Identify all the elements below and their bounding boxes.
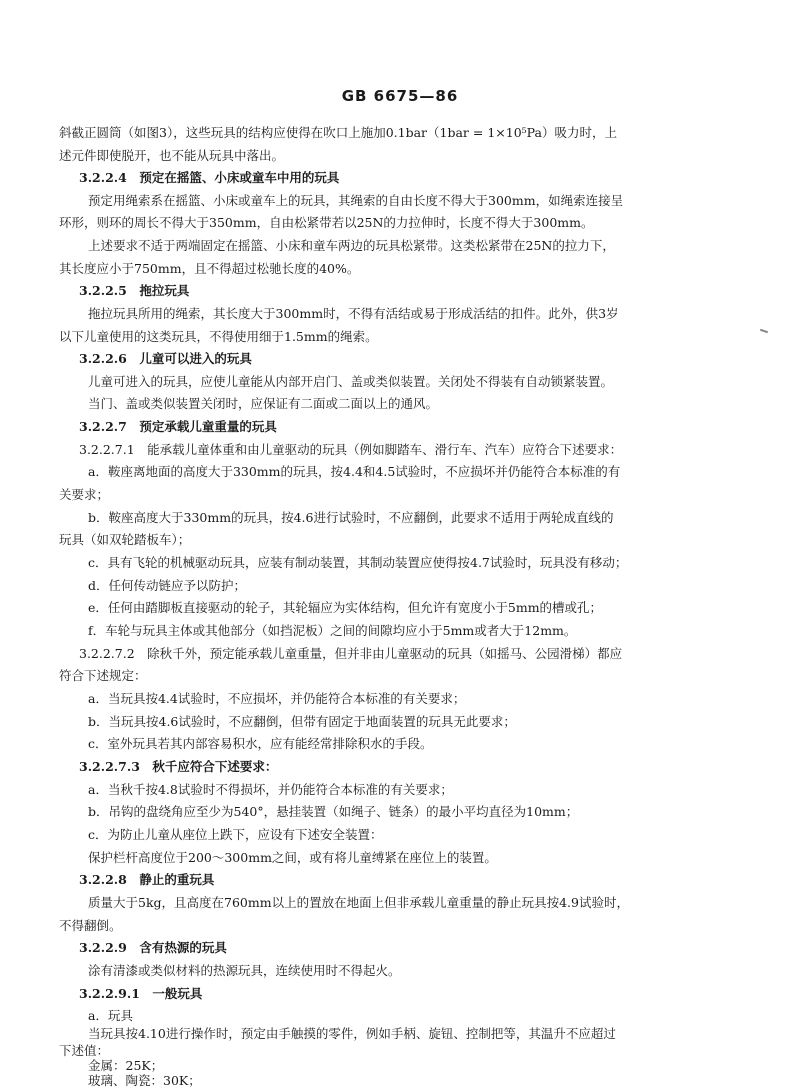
section-heading: 3.2.2.7.3 秋千应符合下述要求： (79, 759, 278, 774)
section-heading: 3.2.2.9.1 一般玩具 (79, 986, 203, 1001)
list-item: c．具有飞轮的机械驱动玩具，应装有制动装置，其制动装置应使得按4.7试验时，玩具没有移动； (88, 555, 628, 570)
text-line: 环形，则环的周长不得大于350mm，自由松紧带若以25N的力拉伸时，长度不得大于300mm。 (59, 215, 594, 230)
list-item: a．当玩具按4.4试验时，不应损坏，并仍能符合本标准的有关要求； (88, 691, 466, 706)
text-line: 预定用绳索系在摇篮、小床或童车上的玩具，其绳索的自由长度不得大于300mm，如绳索连接呈 (88, 193, 624, 208)
text-line: 玩具（如双轮踏板车）； (59, 532, 191, 547)
text-line: 涂有清漆或类似材料的热源玩具，连续使用时不得起火。 (88, 963, 401, 978)
list-item: c．为防止儿童从座位上跌下，应设有下述安全装置： (88, 827, 383, 842)
list-item: a．当秋千按4.8试验时不得损坏，并仍能符合本标准的有关要求； (88, 782, 453, 797)
section-heading: 3.2.2.9 含有热源的玩具 (79, 940, 227, 955)
list-item: a．玩具 (88, 1008, 133, 1023)
list-item: d．任何传动链应予以防护； (88, 578, 247, 593)
text-line: 述元件即使脱开，也不能从玩具中落出。 (59, 148, 285, 163)
section-heading: 3.2.2.5 拖拉玩具 (79, 283, 190, 298)
section-heading: 3.2.2.6 儿童可以进入的玩具 (79, 351, 252, 366)
text-line: 关要求； (59, 487, 110, 502)
section-heading: 3.2.2.8 静止的重玩具 (79, 872, 215, 887)
text-line: 儿童可进入的玩具，应使儿童能从内部开启门、盖或类似装置。关闭处不得装有自动锁紧装置。 (88, 374, 614, 389)
page-header: GB 6675—86 (341, 87, 459, 105)
list-item: e．任何由踏脚板直接驱动的轮子，其轮辐应为实体结构，但允许有宽度小于5mm的槽或孔； (88, 600, 603, 615)
text-line: 3.2.2.7.1 能承载儿童体重和由儿童驱动的玩具（例如脚踏车、滑行车、汽车）应符合下述要求： (79, 442, 623, 457)
list-item: b．鞍座高度大于330mm的玩具，按4.6进行试验时，不应翻倒，此要求不适用于两轮成直线的 (88, 510, 614, 525)
list-item: f．车轮与玩具主体或其他部分（如挡泥板）之间的间隙均应小于5mm或者大于12mm。 (88, 623, 577, 638)
list-item: b．吊钩的盘绕角应至少为540°，悬挂装置（如绳子、链条）的最小平均直径为10mm； (88, 804, 579, 819)
text-line: 上述要求不适于两端固定在摇篮、小床和童车两边的玩具松紧带。这类松紧带在25N的拉力下， (88, 238, 615, 253)
text-line: 符合下述规定： (59, 668, 147, 683)
text-line: 不得翻倒。 (59, 918, 122, 933)
list-item: a．鞍座离地面的高度大于330mm的玩具，按4.4和4.5试验时，不应损坏并仍能符合本标准的有 (88, 464, 621, 479)
scan-speck (760, 329, 768, 334)
text-line: 保护栏杆高度位于200～300mm之间，或有将儿童缚紧在座位上的装置。 (88, 850, 497, 865)
text-line: 以下儿童使用的这类玩具，不得使用细于1.5mm的绳索。 (59, 329, 378, 344)
section-heading: 3.2.2.7 预定承载儿童重量的玩具 (79, 419, 277, 434)
text-line: 斜截正圆筒（如图3），这些玩具的结构应使得在吹口上施加0.1bar（1bar = 1×10⁵Pa）吸力时，上 (59, 125, 617, 140)
text-line: 其长度应小于750mm，且不得超过松驰长度的40%。 (59, 261, 360, 276)
text-line: 下述值： (59, 1043, 110, 1058)
text-line: 当玩具按4.10进行操作时，预定由手触摸的零件，例如手柄、旋钮、控制把等，其温升不应超过 (88, 1026, 616, 1041)
text-line: 当门、盖或类似装置关闭时，应保证有二面或二面以上的通风。 (88, 396, 439, 411)
text-line: 玻璃、陶瓷：30K； (88, 1073, 201, 1088)
text-line: 金属：25K； (88, 1058, 164, 1073)
section-heading: 3.2.2.4 预定在摇篮、小床或童车中用的玩具 (79, 170, 340, 185)
list-item: b．当玩具按4.6试验时，不应翻倒，但带有固定于地面装置的玩具无此要求； (88, 714, 516, 729)
text-line: 质量大于5kg，且高度在760mm以上的置放在地面上但非承载儿童重量的静止玩具按4.9试验时， (88, 895, 629, 910)
list-item: c．室外玩具若其内部容易积水，应有能经常排除积水的手段。 (88, 736, 433, 751)
text-line: 拖拉玩具所用的绳索，其长度大于300mm时，不得有活结或易于形成活结的扣件。此外，供3岁 (88, 306, 619, 321)
text-line: 3.2.2.7.2 除秋千外，预定能承载儿童重量，但并非由儿童驱动的玩具（如摇马、公园滑梯）都应 (79, 646, 623, 661)
